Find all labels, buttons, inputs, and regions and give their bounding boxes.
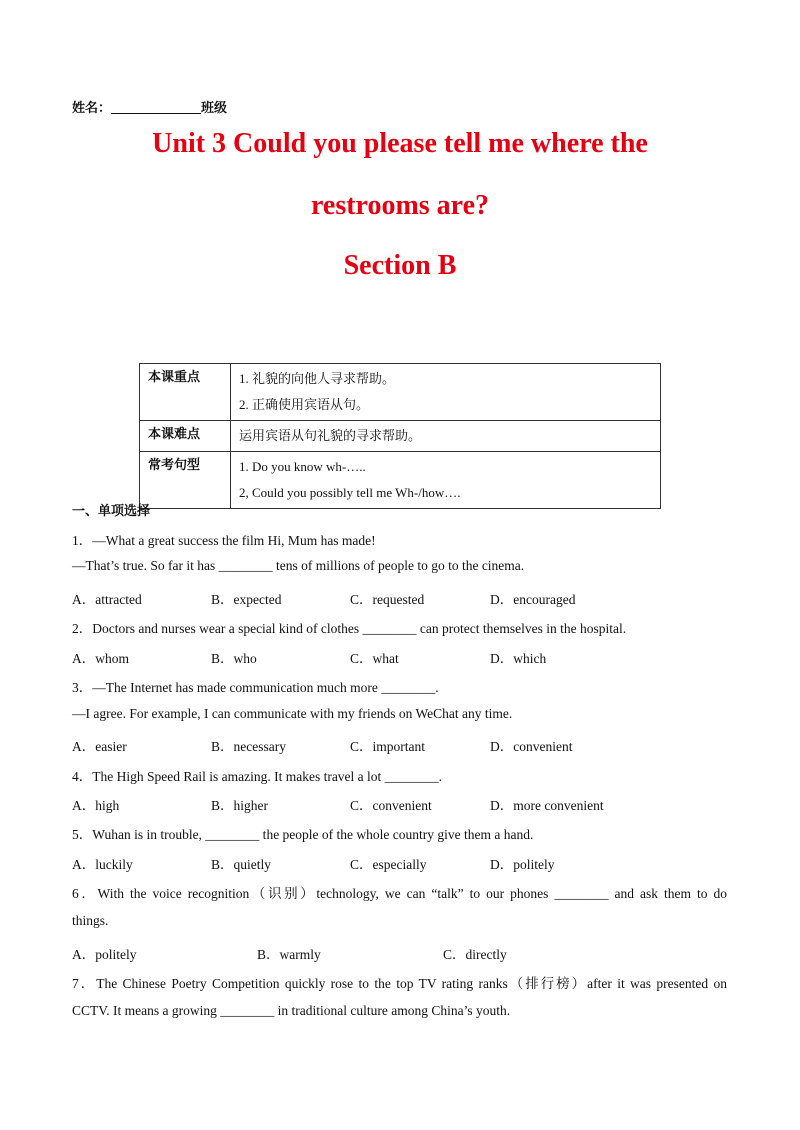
key-body — [231, 452, 661, 509]
q1-option-c[interactable]: C．requested — [350, 592, 425, 607]
question-7-stem: 7．The Chinese Poetry Competition quickly rose to the top TV rating ranks（排行榜）after it was presented on — [72, 976, 727, 991]
key-head: 本课重点 — [140, 364, 231, 421]
key-line: 1. Do you know wh-….. — [239, 459, 366, 474]
key-head: 常考句型 — [140, 452, 231, 509]
question-3-stem: 3．—The Internet has made communication much more ________. — [72, 680, 439, 695]
question-4-stem: 4．The High Speed Rail is amazing. It makes travel a lot ________. — [72, 769, 443, 784]
title-line-3: Section B — [343, 250, 457, 281]
q6-option-a[interactable]: A．politely — [72, 947, 137, 962]
key-body — [231, 421, 661, 452]
q5-option-a[interactable]: A．luckily — [72, 857, 133, 872]
name-label: 姓名： — [72, 101, 112, 116]
q6-option-b[interactable]: B．warmly — [257, 947, 321, 962]
question-1-stem: 1．—What a great success the film Hi, Mum has made! — [72, 533, 376, 548]
key-line: 运用宾语从句礼貌的寻求帮助。 — [239, 428, 422, 443]
question-2-stem: 2．Doctors and nurses wear a special kind of clothes ________ can protect themselves in the hospital. — [72, 621, 627, 636]
key-body — [231, 364, 661, 421]
key-row-patterns — [140, 452, 661, 509]
question-1-stem: —That’s true. So far it has ________ tens of millions of people to go to the cinema. — [72, 558, 525, 573]
question-3-stem: —I agree. For example, I can communicate with my friends on WeChat any time. — [72, 706, 513, 721]
q1-option-a[interactable]: A．attracted — [72, 592, 142, 607]
key-row-focus — [140, 364, 661, 421]
lesson-key-table — [139, 363, 661, 509]
q2-option-a[interactable]: A．whom — [72, 651, 129, 666]
question-5-stem: 5．Wuhan is in trouble, ________ the people of the whole country give them a hand. — [72, 827, 534, 842]
class-label: 班级 — [201, 101, 228, 116]
q3-option-d[interactable]: D．convenient — [490, 739, 573, 754]
question-7-stem: CCTV. It means a growing ________ in traditional culture among China’s youth. — [72, 1003, 511, 1018]
q4-option-b[interactable]: B．higher — [211, 798, 268, 813]
key-line: 2, Could you possibly tell me Wh-/how…. — [239, 485, 461, 500]
q4-option-d[interactable]: D．more convenient — [490, 798, 604, 813]
q1-option-b[interactable]: B．expected — [211, 592, 282, 607]
q2-option-d[interactable]: D．which — [490, 651, 547, 666]
q2-option-c[interactable]: C．what — [350, 651, 399, 666]
q6-option-c[interactable]: C．directly — [443, 947, 507, 962]
section-heading: 一、单项选择 — [72, 504, 151, 519]
q1-option-d[interactable]: D．encouraged — [490, 592, 576, 607]
q5-option-d[interactable]: D．politely — [490, 857, 555, 872]
q3-option-b[interactable]: B．necessary — [211, 739, 286, 754]
q3-option-c[interactable]: C．important — [350, 739, 425, 754]
q5-option-b[interactable]: B．quietly — [211, 857, 271, 872]
key-line: 1. 礼貌的向他人寻求帮助。 — [239, 371, 396, 386]
key-line: 2. 正确使用宾语从句。 — [239, 397, 370, 412]
key-row-difficulty — [140, 421, 661, 452]
q3-option-a[interactable]: A．easier — [72, 739, 127, 754]
q5-option-c[interactable]: C．especially — [350, 857, 427, 872]
title-line-1: Unit 3 Could you please tell me where the — [152, 128, 648, 159]
key-head: 本课难点 — [140, 421, 231, 452]
student-name-line — [72, 97, 227, 116]
q4-option-c[interactable]: C．convenient — [350, 798, 432, 813]
question-6-stem: 6．With the voice recognition（识别）technology, we can “talk” to our phones ________ and ask them to do — [72, 886, 727, 901]
question-6-stem: things. — [72, 913, 109, 928]
name-blank[interactable] — [111, 101, 201, 114]
q4-option-a[interactable]: A．high — [72, 798, 120, 813]
q2-option-b[interactable]: B．who — [211, 651, 257, 666]
title-line-2: restrooms are? — [310, 190, 490, 221]
